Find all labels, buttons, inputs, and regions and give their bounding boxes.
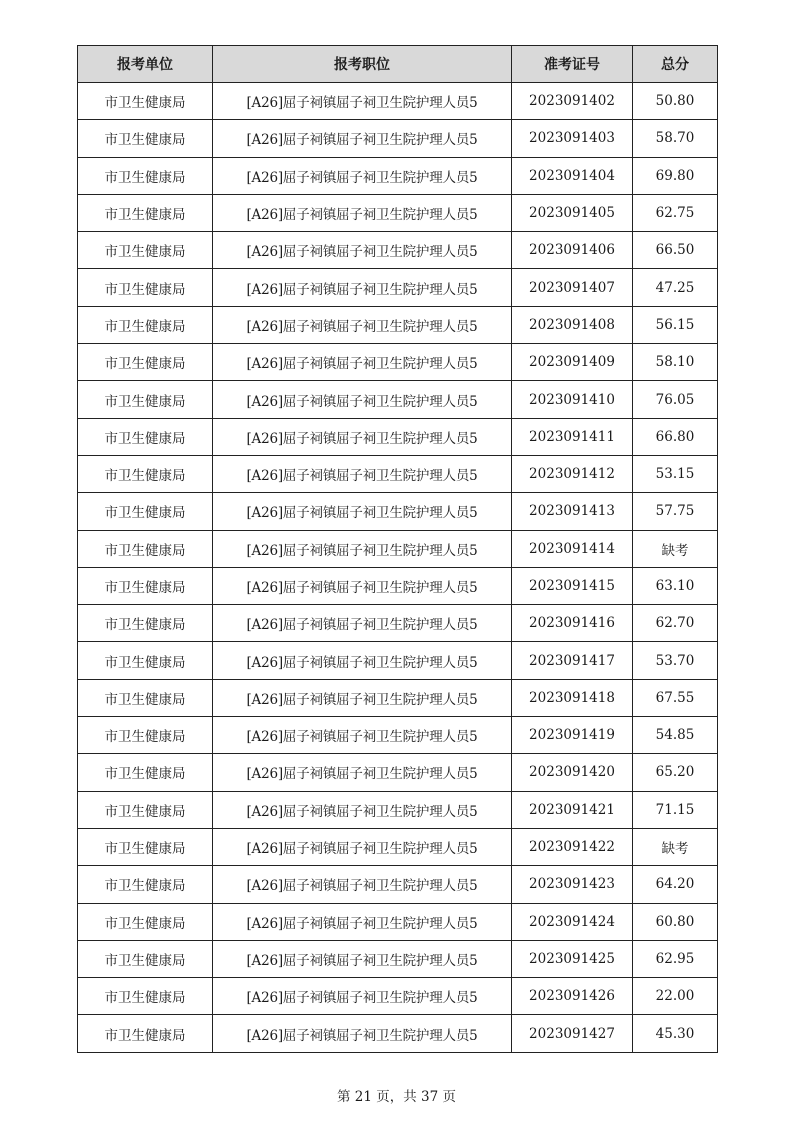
- cell-position: [A26]屈子祠镇屈子祠卫生院护理人员5: [213, 567, 512, 604]
- header-unit: 报考单位: [78, 46, 213, 83]
- cell-exam-number: 2023091407: [512, 269, 633, 306]
- cell-unit: 市卫生健康局: [78, 642, 213, 679]
- cell-unit: 市卫生健康局: [78, 754, 213, 791]
- cell-exam-number: 2023091412: [512, 455, 633, 492]
- cell-unit: 市卫生健康局: [78, 269, 213, 306]
- cell-exam-number: 2023091427: [512, 1015, 633, 1052]
- cell-exam-number: 2023091403: [512, 120, 633, 157]
- cell-total-score: 69.80: [633, 157, 718, 194]
- cell-total-score: 45.30: [633, 1015, 718, 1052]
- cell-unit: 市卫生健康局: [78, 791, 213, 828]
- cell-total-score: 缺考: [633, 828, 718, 865]
- table-row: [78, 940, 718, 977]
- table-row: [78, 679, 718, 716]
- cell-exam-number: 2023091418: [512, 679, 633, 716]
- cell-total-score: 缺考: [633, 530, 718, 567]
- cell-unit: 市卫生健康局: [78, 232, 213, 269]
- cell-unit: 市卫生健康局: [78, 978, 213, 1015]
- cell-position: [A26]屈子祠镇屈子祠卫生院护理人员5: [213, 493, 512, 530]
- cell-total-score: 62.70: [633, 605, 718, 642]
- cell-total-score: 22.00: [633, 978, 718, 1015]
- cell-position: [A26]屈子祠镇屈子祠卫生院护理人员5: [213, 717, 512, 754]
- table-row: [78, 269, 718, 306]
- cell-exam-number: 2023091420: [512, 754, 633, 791]
- cell-total-score: 50.80: [633, 83, 718, 120]
- table-row: [78, 83, 718, 120]
- table-row: [78, 717, 718, 754]
- cell-unit: 市卫生健康局: [78, 344, 213, 381]
- header-exam-number: 准考证号: [512, 46, 633, 83]
- cell-unit: 市卫生健康局: [78, 493, 213, 530]
- cell-exam-number: 2023091411: [512, 418, 633, 455]
- cell-total-score: 53.70: [633, 642, 718, 679]
- cell-exam-number: 2023091410: [512, 381, 633, 418]
- cell-unit: 市卫生健康局: [78, 567, 213, 604]
- cell-total-score: 66.80: [633, 418, 718, 455]
- cell-position: [A26]屈子祠镇屈子祠卫生院护理人员5: [213, 791, 512, 828]
- cell-position: [A26]屈子祠镇屈子祠卫生院护理人员5: [213, 232, 512, 269]
- table-row: [78, 642, 718, 679]
- table-row: [78, 978, 718, 1015]
- cell-unit: 市卫生健康局: [78, 418, 213, 455]
- cell-total-score: 54.85: [633, 717, 718, 754]
- cell-exam-number: 2023091406: [512, 232, 633, 269]
- cell-unit: 市卫生健康局: [78, 83, 213, 120]
- cell-exam-number: 2023091425: [512, 940, 633, 977]
- cell-total-score: 66.50: [633, 232, 718, 269]
- cell-unit: 市卫生健康局: [78, 605, 213, 642]
- cell-position: [A26]屈子祠镇屈子祠卫生院护理人员5: [213, 381, 512, 418]
- table-row: [78, 530, 718, 567]
- table-row: [78, 567, 718, 604]
- cell-position: [A26]屈子祠镇屈子祠卫生院护理人员5: [213, 605, 512, 642]
- table-row: [78, 903, 718, 940]
- cell-total-score: 76.05: [633, 381, 718, 418]
- cell-exam-number: 2023091421: [512, 791, 633, 828]
- cell-unit: 市卫生健康局: [78, 828, 213, 865]
- table-row: [78, 306, 718, 343]
- cell-exam-number: 2023091419: [512, 717, 633, 754]
- table-row: [78, 344, 718, 381]
- cell-exam-number: 2023091409: [512, 344, 633, 381]
- cell-unit: 市卫生健康局: [78, 306, 213, 343]
- cell-exam-number: 2023091414: [512, 530, 633, 567]
- cell-position: [A26]屈子祠镇屈子祠卫生院护理人员5: [213, 754, 512, 791]
- cell-total-score: 57.75: [633, 493, 718, 530]
- cell-total-score: 65.20: [633, 754, 718, 791]
- table-row: [78, 828, 718, 865]
- cell-unit: 市卫生健康局: [78, 1015, 213, 1052]
- cell-exam-number: 2023091405: [512, 194, 633, 231]
- cell-exam-number: 2023091422: [512, 828, 633, 865]
- cell-unit: 市卫生健康局: [78, 157, 213, 194]
- table-row: [78, 194, 718, 231]
- cell-position: [A26]屈子祠镇屈子祠卫生院护理人员5: [213, 194, 512, 231]
- cell-exam-number: 2023091424: [512, 903, 633, 940]
- cell-exam-number: 2023091402: [512, 83, 633, 120]
- table-row: [78, 418, 718, 455]
- table-row: [78, 754, 718, 791]
- cell-unit: 市卫生健康局: [78, 455, 213, 492]
- header-position: 报考职位: [213, 46, 512, 83]
- cell-total-score: 58.70: [633, 120, 718, 157]
- cell-position: [A26]屈子祠镇屈子祠卫生院护理人员5: [213, 642, 512, 679]
- cell-total-score: 56.15: [633, 306, 718, 343]
- cell-unit: 市卫生健康局: [78, 717, 213, 754]
- cell-unit: 市卫生健康局: [78, 530, 213, 567]
- cell-unit: 市卫生健康局: [78, 940, 213, 977]
- cell-total-score: 64.20: [633, 866, 718, 903]
- table-row: [78, 1015, 718, 1052]
- cell-position: [A26]屈子祠镇屈子祠卫生院护理人员5: [213, 269, 512, 306]
- header-row: [78, 46, 718, 83]
- cell-total-score: 60.80: [633, 903, 718, 940]
- table-row: [78, 605, 718, 642]
- cell-position: [A26]屈子祠镇屈子祠卫生院护理人员5: [213, 530, 512, 567]
- table-row: [78, 120, 718, 157]
- table-body: [78, 83, 718, 1053]
- cell-position: [A26]屈子祠镇屈子祠卫生院护理人员5: [213, 83, 512, 120]
- cell-unit: 市卫生健康局: [78, 903, 213, 940]
- table-row: [78, 232, 718, 269]
- cell-unit: 市卫生健康局: [78, 120, 213, 157]
- cell-position: [A26]屈子祠镇屈子祠卫生院护理人员5: [213, 157, 512, 194]
- cell-position: [A26]屈子祠镇屈子祠卫生院护理人员5: [213, 418, 512, 455]
- table-row: [78, 493, 718, 530]
- table-header: [78, 46, 718, 83]
- cell-total-score: 58.10: [633, 344, 718, 381]
- cell-position: [A26]屈子祠镇屈子祠卫生院护理人员5: [213, 306, 512, 343]
- cell-unit: 市卫生健康局: [78, 194, 213, 231]
- cell-unit: 市卫生健康局: [78, 381, 213, 418]
- cell-exam-number: 2023091413: [512, 493, 633, 530]
- cell-unit: 市卫生健康局: [78, 679, 213, 716]
- page-number: 第 21 页，共 37 页: [336, 1089, 457, 1105]
- cell-exam-number: 2023091416: [512, 605, 633, 642]
- cell-exam-number: 2023091415: [512, 567, 633, 604]
- cell-position: [A26]屈子祠镇屈子祠卫生院护理人员5: [213, 903, 512, 940]
- table-row: [78, 455, 718, 492]
- cell-position: [A26]屈子祠镇屈子祠卫生院护理人员5: [213, 978, 512, 1015]
- cell-position: [A26]屈子祠镇屈子祠卫生院护理人员5: [213, 940, 512, 977]
- cell-exam-number: 2023091417: [512, 642, 633, 679]
- cell-total-score: 47.25: [633, 269, 718, 306]
- table-row: [78, 157, 718, 194]
- table-row: [78, 866, 718, 903]
- cell-total-score: 62.95: [633, 940, 718, 977]
- cell-total-score: 62.75: [633, 194, 718, 231]
- cell-unit: 市卫生健康局: [78, 866, 213, 903]
- cell-exam-number: 2023091408: [512, 306, 633, 343]
- table-row: [78, 381, 718, 418]
- cell-position: [A26]屈子祠镇屈子祠卫生院护理人员5: [213, 866, 512, 903]
- cell-exam-number: 2023091404: [512, 157, 633, 194]
- cell-position: [A26]屈子祠镇屈子祠卫生院护理人员5: [213, 828, 512, 865]
- cell-position: [A26]屈子祠镇屈子祠卫生院护理人员5: [213, 455, 512, 492]
- cell-position: [A26]屈子祠镇屈子祠卫生院护理人员5: [213, 679, 512, 716]
- cell-exam-number: 2023091426: [512, 978, 633, 1015]
- cell-total-score: 63.10: [633, 567, 718, 604]
- cell-total-score: 67.55: [633, 679, 718, 716]
- score-table: [77, 45, 718, 1053]
- cell-total-score: 53.15: [633, 455, 718, 492]
- cell-total-score: 71.15: [633, 791, 718, 828]
- table-row: [78, 791, 718, 828]
- cell-exam-number: 2023091423: [512, 866, 633, 903]
- cell-position: [A26]屈子祠镇屈子祠卫生院护理人员5: [213, 344, 512, 381]
- cell-position: [A26]屈子祠镇屈子祠卫生院护理人员5: [213, 1015, 512, 1052]
- header-total-score: 总分: [633, 46, 718, 83]
- cell-position: [A26]屈子祠镇屈子祠卫生院护理人员5: [213, 120, 512, 157]
